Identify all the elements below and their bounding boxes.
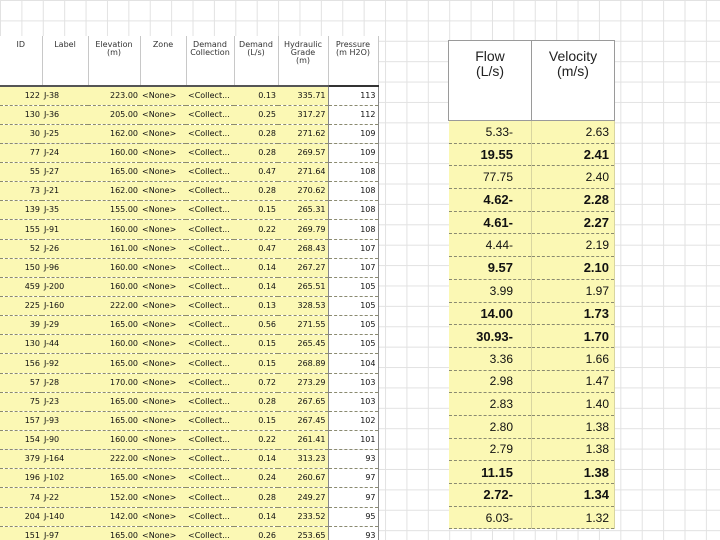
- flow-cell[interactable]: 19.55: [449, 143, 532, 166]
- label-cell[interactable]: J-23: [42, 392, 88, 411]
- label-cell[interactable]: J-164: [42, 450, 88, 469]
- hydraulic-grade-cell[interactable]: 268.89: [278, 354, 328, 373]
- table-row[interactable]: [449, 370, 615, 393]
- label-cell[interactable]: J-29: [42, 316, 88, 335]
- elevation-cell[interactable]: 160.00: [88, 258, 140, 277]
- label-cell[interactable]: J-21: [42, 182, 88, 201]
- hydraulic-grade-cell[interactable]: 271.64: [278, 163, 328, 182]
- pressure-cell[interactable]: 109: [328, 143, 378, 162]
- label-cell[interactable]: J-26: [42, 239, 88, 258]
- column-header-velocity[interactable]: Velocity (m/s): [532, 41, 615, 121]
- table-row[interactable]: [0, 354, 378, 373]
- table-row[interactable]: [0, 316, 378, 335]
- table-row[interactable]: [449, 325, 615, 348]
- table-row[interactable]: [449, 143, 615, 166]
- id-cell[interactable]: 157: [0, 411, 42, 430]
- zone-cell[interactable]: <None>: [140, 124, 186, 143]
- demand-collection-cell[interactable]: <Collect...: [186, 392, 234, 411]
- id-cell[interactable]: 30: [0, 124, 42, 143]
- velocity-cell[interactable]: 1.38: [532, 461, 615, 484]
- demand-cell[interactable]: 0.14: [234, 258, 278, 277]
- id-cell[interactable]: 204: [0, 507, 42, 526]
- zone-cell[interactable]: <None>: [140, 297, 186, 316]
- zone-cell[interactable]: <None>: [140, 220, 186, 239]
- table-row[interactable]: [0, 411, 378, 430]
- velocity-cell[interactable]: 1.38: [532, 438, 615, 461]
- flow-cell[interactable]: 2.83: [449, 393, 532, 416]
- label-cell[interactable]: J-160: [42, 297, 88, 316]
- velocity-cell[interactable]: 2.41: [532, 143, 615, 166]
- elevation-cell[interactable]: 152.00: [88, 488, 140, 507]
- label-cell[interactable]: J-140: [42, 507, 88, 526]
- demand-cell[interactable]: 0.28: [234, 124, 278, 143]
- pressure-cell[interactable]: 108: [328, 220, 378, 239]
- pressure-cell[interactable]: 102: [328, 411, 378, 430]
- pressure-cell[interactable]: 105: [328, 297, 378, 316]
- demand-collection-cell[interactable]: <Collect...: [186, 450, 234, 469]
- id-cell[interactable]: 151: [0, 526, 42, 540]
- id-cell[interactable]: 52: [0, 239, 42, 258]
- elevation-cell[interactable]: 165.00: [88, 526, 140, 540]
- zone-cell[interactable]: <None>: [140, 469, 186, 488]
- id-cell[interactable]: 130: [0, 335, 42, 354]
- demand-cell[interactable]: 0.28: [234, 392, 278, 411]
- id-cell[interactable]: 459: [0, 277, 42, 296]
- hydraulic-grade-cell[interactable]: 267.27: [278, 258, 328, 277]
- velocity-cell[interactable]: 2.19: [532, 234, 615, 257]
- column-header-elevation[interactable]: Elevation (m): [88, 36, 140, 86]
- id-cell[interactable]: 75: [0, 392, 42, 411]
- demand-cell[interactable]: 0.14: [234, 507, 278, 526]
- demand-collection-cell[interactable]: <Collect...: [186, 335, 234, 354]
- label-cell[interactable]: J-97: [42, 526, 88, 540]
- table-row[interactable]: [449, 393, 615, 416]
- id-cell[interactable]: 225: [0, 297, 42, 316]
- hydraulic-grade-cell[interactable]: 253.65: [278, 526, 328, 540]
- table-row[interactable]: [449, 211, 615, 234]
- zone-cell[interactable]: <None>: [140, 258, 186, 277]
- table-row[interactable]: [449, 438, 615, 461]
- label-cell[interactable]: J-92: [42, 354, 88, 373]
- table-row[interactable]: [0, 431, 378, 450]
- pressure-cell[interactable]: 95: [328, 507, 378, 526]
- demand-cell[interactable]: 0.56: [234, 316, 278, 335]
- junction-results-table: [0, 36, 379, 540]
- pressure-cell[interactable]: 93: [328, 526, 378, 540]
- pressure-cell[interactable]: 93: [328, 450, 378, 469]
- table-row[interactable]: [0, 469, 378, 488]
- hydraulic-grade-cell[interactable]: 269.57: [278, 143, 328, 162]
- demand-cell[interactable]: 0.24: [234, 469, 278, 488]
- label-cell[interactable]: J-24: [42, 143, 88, 162]
- label-cell[interactable]: J-91: [42, 220, 88, 239]
- flow-cell[interactable]: 30.93-: [449, 325, 532, 348]
- hydraulic-grade-cell[interactable]: 265.51: [278, 277, 328, 296]
- label-cell[interactable]: J-44: [42, 335, 88, 354]
- demand-cell[interactable]: 0.26: [234, 526, 278, 540]
- velocity-cell[interactable]: 2.40: [532, 166, 615, 189]
- demand-cell[interactable]: 0.47: [234, 163, 278, 182]
- pressure-cell[interactable]: 104: [328, 354, 378, 373]
- demand-collection-cell[interactable]: <Collect...: [186, 258, 234, 277]
- zone-cell[interactable]: <None>: [140, 354, 186, 373]
- flow-cell[interactable]: 2.98: [449, 370, 532, 393]
- demand-collection-cell[interactable]: <Collect...: [186, 469, 234, 488]
- zone-cell[interactable]: <None>: [140, 201, 186, 220]
- id-cell[interactable]: 74: [0, 488, 42, 507]
- velocity-cell[interactable]: 1.70: [532, 325, 615, 348]
- id-cell[interactable]: 155: [0, 220, 42, 239]
- label-cell[interactable]: J-22: [42, 488, 88, 507]
- zone-cell[interactable]: <None>: [140, 105, 186, 124]
- demand-cell[interactable]: 0.15: [234, 335, 278, 354]
- flow-cell[interactable]: 3.36: [449, 347, 532, 370]
- hydraulic-grade-cell[interactable]: 260.67: [278, 469, 328, 488]
- zone-cell[interactable]: <None>: [140, 373, 186, 392]
- table-row[interactable]: [0, 335, 378, 354]
- pressure-cell[interactable]: 107: [328, 239, 378, 258]
- zone-cell[interactable]: <None>: [140, 163, 186, 182]
- table-row[interactable]: [449, 302, 615, 325]
- pressure-cell[interactable]: 103: [328, 373, 378, 392]
- pressure-cell[interactable]: 113: [328, 86, 378, 105]
- elevation-cell[interactable]: 160.00: [88, 143, 140, 162]
- elevation-cell[interactable]: 170.00: [88, 373, 140, 392]
- elevation-cell[interactable]: 205.00: [88, 105, 140, 124]
- demand-cell[interactable]: 0.25: [234, 105, 278, 124]
- pressure-cell[interactable]: 101: [328, 431, 378, 450]
- label-cell[interactable]: J-200: [42, 277, 88, 296]
- id-cell[interactable]: 379: [0, 450, 42, 469]
- id-cell[interactable]: 55: [0, 163, 42, 182]
- right-table-header-row: [449, 41, 615, 121]
- hydraulic-grade-cell[interactable]: 249.27: [278, 488, 328, 507]
- elevation-cell[interactable]: 160.00: [88, 220, 140, 239]
- table-row[interactable]: [449, 234, 615, 257]
- flow-cell[interactable]: 3.99: [449, 279, 532, 302]
- id-cell[interactable]: 154: [0, 431, 42, 450]
- demand-cell[interactable]: 0.13: [234, 86, 278, 105]
- velocity-cell[interactable]: 2.28: [532, 189, 615, 212]
- demand-collection-cell[interactable]: <Collect...: [186, 86, 234, 105]
- elevation-cell[interactable]: 161.00: [88, 239, 140, 258]
- zone-cell[interactable]: <None>: [140, 526, 186, 540]
- table-row[interactable]: [0, 239, 378, 258]
- pressure-cell[interactable]: 108: [328, 201, 378, 220]
- hydraulic-grade-cell[interactable]: 273.29: [278, 373, 328, 392]
- elevation-cell[interactable]: 142.00: [88, 507, 140, 526]
- id-cell[interactable]: 139: [0, 201, 42, 220]
- pressure-cell[interactable]: 108: [328, 182, 378, 201]
- demand-collection-cell[interactable]: <Collect...: [186, 277, 234, 296]
- hydraulic-grade-cell[interactable]: 271.55: [278, 316, 328, 335]
- label-cell[interactable]: J-90: [42, 431, 88, 450]
- hydraulic-grade-cell[interactable]: 233.52: [278, 507, 328, 526]
- table-row[interactable]: [449, 257, 615, 280]
- zone-cell[interactable]: <None>: [140, 335, 186, 354]
- demand-collection-cell[interactable]: <Collect...: [186, 201, 234, 220]
- column-header-flow[interactable]: Flow (L/s): [449, 41, 532, 121]
- id-cell[interactable]: 196: [0, 469, 42, 488]
- table-row[interactable]: [0, 86, 378, 105]
- velocity-cell[interactable]: 1.73: [532, 302, 615, 325]
- column-header-demand[interactable]: Demand (L/s): [234, 36, 278, 86]
- zone-cell[interactable]: <None>: [140, 143, 186, 162]
- table-row[interactable]: [449, 121, 615, 144]
- hydraulic-grade-cell[interactable]: 313.23: [278, 450, 328, 469]
- elevation-cell[interactable]: 160.00: [88, 335, 140, 354]
- pressure-cell[interactable]: 97: [328, 469, 378, 488]
- zone-cell[interactable]: <None>: [140, 392, 186, 411]
- elevation-cell[interactable]: 165.00: [88, 354, 140, 373]
- pressure-cell[interactable]: 103: [328, 392, 378, 411]
- table-row[interactable]: [449, 506, 615, 529]
- demand-collection-cell[interactable]: <Collect...: [186, 182, 234, 201]
- hydraulic-grade-cell[interactable]: 261.41: [278, 431, 328, 450]
- table-row[interactable]: [0, 297, 378, 316]
- pressure-cell[interactable]: 105: [328, 335, 378, 354]
- zone-cell[interactable]: <None>: [140, 182, 186, 201]
- pressure-cell[interactable]: 109: [328, 124, 378, 143]
- table-row[interactable]: [0, 220, 378, 239]
- demand-cell[interactable]: 0.47: [234, 239, 278, 258]
- id-cell[interactable]: 39: [0, 316, 42, 335]
- demand-cell[interactable]: 0.15: [234, 411, 278, 430]
- table-row[interactable]: [0, 488, 378, 507]
- demand-cell[interactable]: 0.22: [234, 431, 278, 450]
- table-row[interactable]: [0, 450, 378, 469]
- id-cell[interactable]: 122: [0, 86, 42, 105]
- demand-collection-cell[interactable]: <Collect...: [186, 297, 234, 316]
- elevation-cell[interactable]: 165.00: [88, 316, 140, 335]
- demand-cell[interactable]: 0.15: [234, 201, 278, 220]
- flow-cell[interactable]: 4.44-: [449, 234, 532, 257]
- table-row[interactable]: [449, 461, 615, 484]
- table-row[interactable]: [449, 347, 615, 370]
- velocity-cell[interactable]: 1.40: [532, 393, 615, 416]
- velocity-cell[interactable]: 1.97: [532, 279, 615, 302]
- label-cell[interactable]: J-25: [42, 124, 88, 143]
- flow-cell[interactable]: 11.15: [449, 461, 532, 484]
- demand-collection-cell[interactable]: <Collect...: [186, 316, 234, 335]
- label-cell[interactable]: J-38: [42, 86, 88, 105]
- demand-collection-cell[interactable]: <Collect...: [186, 373, 234, 392]
- table-row[interactable]: [0, 143, 378, 162]
- pressure-cell[interactable]: 112: [328, 105, 378, 124]
- demand-collection-cell[interactable]: <Collect...: [186, 526, 234, 540]
- demand-collection-cell[interactable]: <Collect...: [186, 124, 234, 143]
- id-cell[interactable]: 57: [0, 373, 42, 392]
- column-header-id[interactable]: ID: [0, 36, 42, 86]
- elevation-cell[interactable]: 222.00: [88, 297, 140, 316]
- velocity-cell[interactable]: 2.63: [532, 121, 615, 144]
- flow-cell[interactable]: 77.75: [449, 166, 532, 189]
- zone-cell[interactable]: <None>: [140, 277, 186, 296]
- demand-cell[interactable]: 0.22: [234, 220, 278, 239]
- elevation-cell[interactable]: 155.00: [88, 201, 140, 220]
- elevation-cell[interactable]: 162.00: [88, 182, 140, 201]
- velocity-cell[interactable]: 2.27: [532, 211, 615, 234]
- flow-cell[interactable]: 14.00: [449, 302, 532, 325]
- hydraulic-grade-cell[interactable]: 317.27: [278, 105, 328, 124]
- demand-cell[interactable]: 0.28: [234, 143, 278, 162]
- elevation-cell[interactable]: 222.00: [88, 450, 140, 469]
- table-row[interactable]: [0, 124, 378, 143]
- elevation-cell[interactable]: 165.00: [88, 469, 140, 488]
- zone-cell[interactable]: <None>: [140, 488, 186, 507]
- table-row[interactable]: [449, 189, 615, 212]
- label-cell[interactable]: J-93: [42, 411, 88, 430]
- table-row[interactable]: [449, 166, 615, 189]
- demand-collection-cell[interactable]: <Collect...: [186, 354, 234, 373]
- label-cell[interactable]: J-28: [42, 373, 88, 392]
- flow-cell[interactable]: 2.80: [449, 415, 532, 438]
- column-header-zone[interactable]: Zone: [140, 36, 186, 86]
- velocity-cell[interactable]: 1.38: [532, 415, 615, 438]
- demand-cell[interactable]: 0.28: [234, 488, 278, 507]
- label-cell[interactable]: J-102: [42, 469, 88, 488]
- hydraulic-grade-cell[interactable]: 335.71: [278, 86, 328, 105]
- label-cell[interactable]: J-36: [42, 105, 88, 124]
- id-cell[interactable]: 156: [0, 354, 42, 373]
- elevation-cell[interactable]: 165.00: [88, 411, 140, 430]
- elevation-cell[interactable]: 165.00: [88, 163, 140, 182]
- column-header-pressure[interactable]: Pressure (m H2O): [328, 36, 378, 86]
- zone-cell[interactable]: <None>: [140, 316, 186, 335]
- column-header-hydraulic-grade[interactable]: Hydraulic Grade (m): [278, 36, 328, 86]
- pressure-cell[interactable]: 105: [328, 316, 378, 335]
- id-cell[interactable]: 130: [0, 105, 42, 124]
- demand-cell[interactable]: 0.14: [234, 450, 278, 469]
- pressure-cell[interactable]: 108: [328, 163, 378, 182]
- demand-cell[interactable]: 0.72: [234, 373, 278, 392]
- flow-cell[interactable]: 5.33-: [449, 121, 532, 144]
- hydraulic-grade-cell[interactable]: 269.79: [278, 220, 328, 239]
- demand-collection-cell[interactable]: <Collect...: [186, 488, 234, 507]
- velocity-cell[interactable]: 1.34: [532, 484, 615, 507]
- zone-cell[interactable]: <None>: [140, 450, 186, 469]
- flow-cell[interactable]: 4.62-: [449, 189, 532, 212]
- zone-cell[interactable]: <None>: [140, 239, 186, 258]
- flow-cell[interactable]: 2.72-: [449, 484, 532, 507]
- demand-collection-cell[interactable]: <Collect...: [186, 411, 234, 430]
- flow-cell[interactable]: 2.79: [449, 438, 532, 461]
- demand-collection-cell[interactable]: <Collect...: [186, 239, 234, 258]
- hydraulic-grade-cell[interactable]: 270.62: [278, 182, 328, 201]
- table-row[interactable]: [0, 258, 378, 277]
- table-row[interactable]: [0, 373, 378, 392]
- pressure-cell[interactable]: 105: [328, 277, 378, 296]
- table-row[interactable]: [449, 279, 615, 302]
- demand-cell[interactable]: 0.15: [234, 354, 278, 373]
- zone-cell[interactable]: <None>: [140, 431, 186, 450]
- hydraulic-grade-cell[interactable]: 271.62: [278, 124, 328, 143]
- table-row[interactable]: [0, 182, 378, 201]
- demand-cell[interactable]: 0.28: [234, 182, 278, 201]
- flow-cell[interactable]: 9.57: [449, 257, 532, 280]
- zone-cell[interactable]: <None>: [140, 86, 186, 105]
- demand-collection-cell[interactable]: <Collect...: [186, 143, 234, 162]
- demand-collection-cell[interactable]: <Collect...: [186, 431, 234, 450]
- zone-cell[interactable]: <None>: [140, 411, 186, 430]
- table-row[interactable]: [0, 105, 378, 124]
- hydraulic-grade-cell[interactable]: 265.45: [278, 335, 328, 354]
- table-row[interactable]: [449, 415, 615, 438]
- elevation-cell[interactable]: 162.00: [88, 124, 140, 143]
- hydraulic-grade-cell[interactable]: 328.53: [278, 297, 328, 316]
- elevation-cell[interactable]: 160.00: [88, 277, 140, 296]
- hydraulic-grade-cell[interactable]: 267.45: [278, 411, 328, 430]
- demand-collection-cell[interactable]: <Collect...: [186, 220, 234, 239]
- id-cell[interactable]: 77: [0, 143, 42, 162]
- pressure-cell[interactable]: 107: [328, 258, 378, 277]
- table-row[interactable]: [0, 507, 378, 526]
- table-row[interactable]: [0, 526, 378, 540]
- table-row[interactable]: [0, 201, 378, 220]
- elevation-cell[interactable]: 165.00: [88, 392, 140, 411]
- label-cell[interactable]: J-96: [42, 258, 88, 277]
- demand-collection-cell[interactable]: <Collect...: [186, 507, 234, 526]
- velocity-cell[interactable]: 2.10: [532, 257, 615, 280]
- hydraulic-grade-cell[interactable]: 265.31: [278, 201, 328, 220]
- label-cell[interactable]: J-27: [42, 163, 88, 182]
- elevation-cell[interactable]: 223.00: [88, 86, 140, 105]
- label-cell[interactable]: J-35: [42, 201, 88, 220]
- demand-collection-cell[interactable]: <Collect...: [186, 105, 234, 124]
- table-row[interactable]: [0, 392, 378, 411]
- demand-cell[interactable]: 0.13: [234, 297, 278, 316]
- pressure-cell[interactable]: 97: [328, 488, 378, 507]
- zone-cell[interactable]: <None>: [140, 507, 186, 526]
- elevation-cell[interactable]: 160.00: [88, 431, 140, 450]
- hydraulic-grade-cell[interactable]: 267.65: [278, 392, 328, 411]
- demand-collection-cell[interactable]: <Collect...: [186, 163, 234, 182]
- table-row[interactable]: [0, 163, 378, 182]
- demand-cell[interactable]: 0.14: [234, 277, 278, 296]
- flow-cell[interactable]: 6.03-: [449, 506, 532, 529]
- pipe-results-table: [448, 40, 615, 529]
- table-row[interactable]: [449, 484, 615, 507]
- velocity-cell[interactable]: 1.47: [532, 370, 615, 393]
- flow-cell[interactable]: 4.61-: [449, 211, 532, 234]
- velocity-cell[interactable]: 1.66: [532, 347, 615, 370]
- table-row[interactable]: [0, 277, 378, 296]
- id-cell[interactable]: 73: [0, 182, 42, 201]
- left-table-header-row: [0, 36, 378, 86]
- column-header-demand-collection[interactable]: Demand Collection: [186, 36, 234, 86]
- hydraulic-grade-cell[interactable]: 268.43: [278, 239, 328, 258]
- id-cell[interactable]: 150: [0, 258, 42, 277]
- velocity-cell[interactable]: 1.32: [532, 506, 615, 529]
- column-header-label[interactable]: Label: [42, 36, 88, 86]
